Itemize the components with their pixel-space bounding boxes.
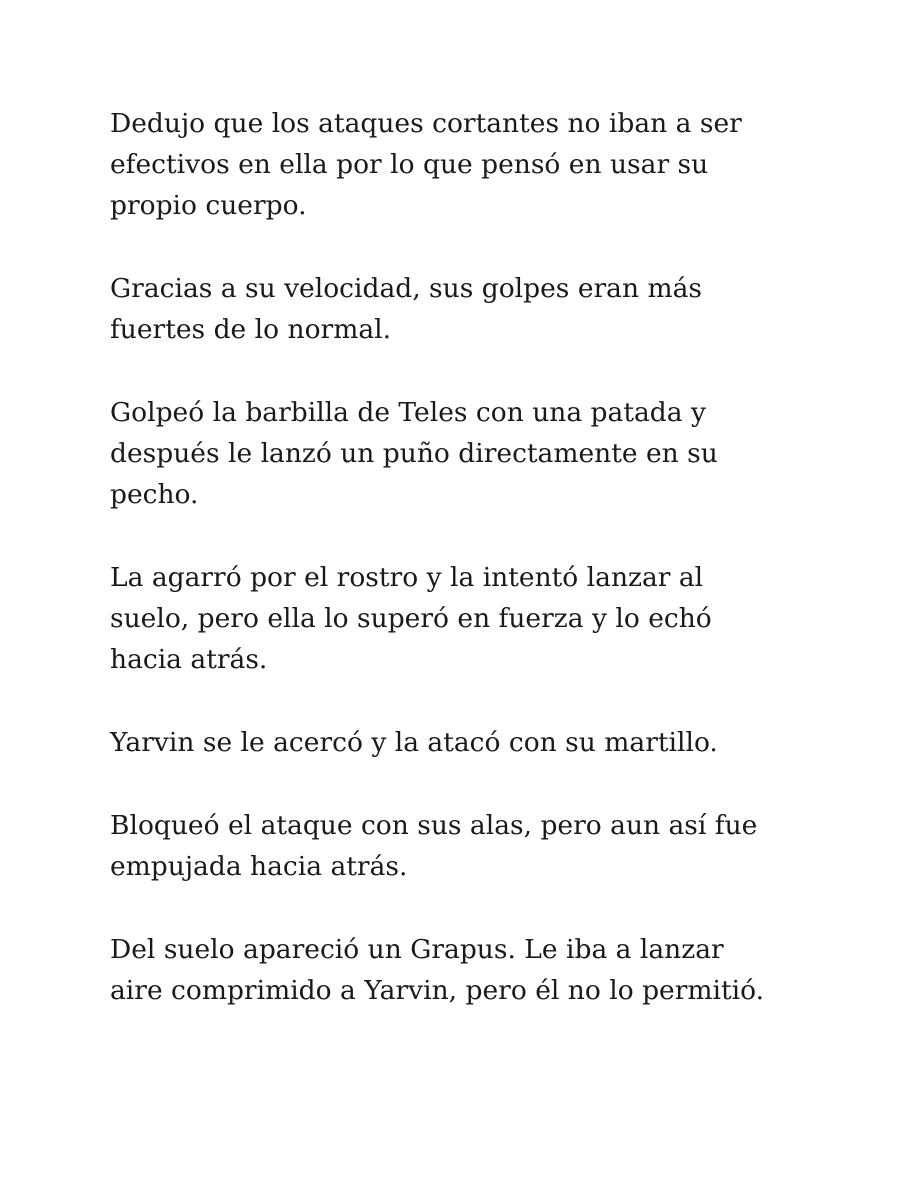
paragraph-4 xyxy=(110,557,830,680)
paragraph-line: efectivos en ella por lo que pensó en usar su xyxy=(110,149,709,180)
paragraph-line: Gracias a su velocidad, sus golpes eran más xyxy=(110,273,702,304)
text-body xyxy=(110,103,830,1053)
paragraph-line: Yarvin se le acercó y la atacó con su martillo. xyxy=(110,727,718,758)
paragraph-3 xyxy=(110,392,830,515)
paragraph-line: propio cuerpo. xyxy=(110,190,307,221)
paragraph-5 xyxy=(110,722,830,763)
paragraph-line: Bloqueó el ataque con sus alas, pero aun así fue xyxy=(110,810,758,841)
paragraph-line: La agarró por el rostro y la intentó lanzar al xyxy=(110,562,704,593)
paragraph-2 xyxy=(110,268,830,350)
paragraph-line: fuertes de lo normal. xyxy=(110,314,392,345)
paragraph-line: hacia atrás. xyxy=(110,644,268,675)
paragraph-line: suelo, pero ella lo superó en fuerza y lo echó xyxy=(110,603,712,634)
paragraph-line: después le lanzó un puño directamente en su xyxy=(110,438,718,469)
paragraph-line: Del suelo apareció un Grapus. Le iba a lanzar xyxy=(110,934,724,965)
paragraph-line: empujada hacia atrás. xyxy=(110,851,408,882)
paragraph-6 xyxy=(110,805,830,887)
paragraph-line: Dedujo que los ataques cortantes no iban a ser xyxy=(110,108,742,139)
paragraph-1 xyxy=(110,103,830,226)
paragraph-7 xyxy=(110,929,830,1011)
paragraph-line: Golpeó la barbilla de Teles con una patada y xyxy=(110,397,706,428)
paragraph-line: aire comprimido a Yarvin, pero él no lo permitió. xyxy=(110,975,765,1006)
paragraph-line: pecho. xyxy=(110,479,199,510)
